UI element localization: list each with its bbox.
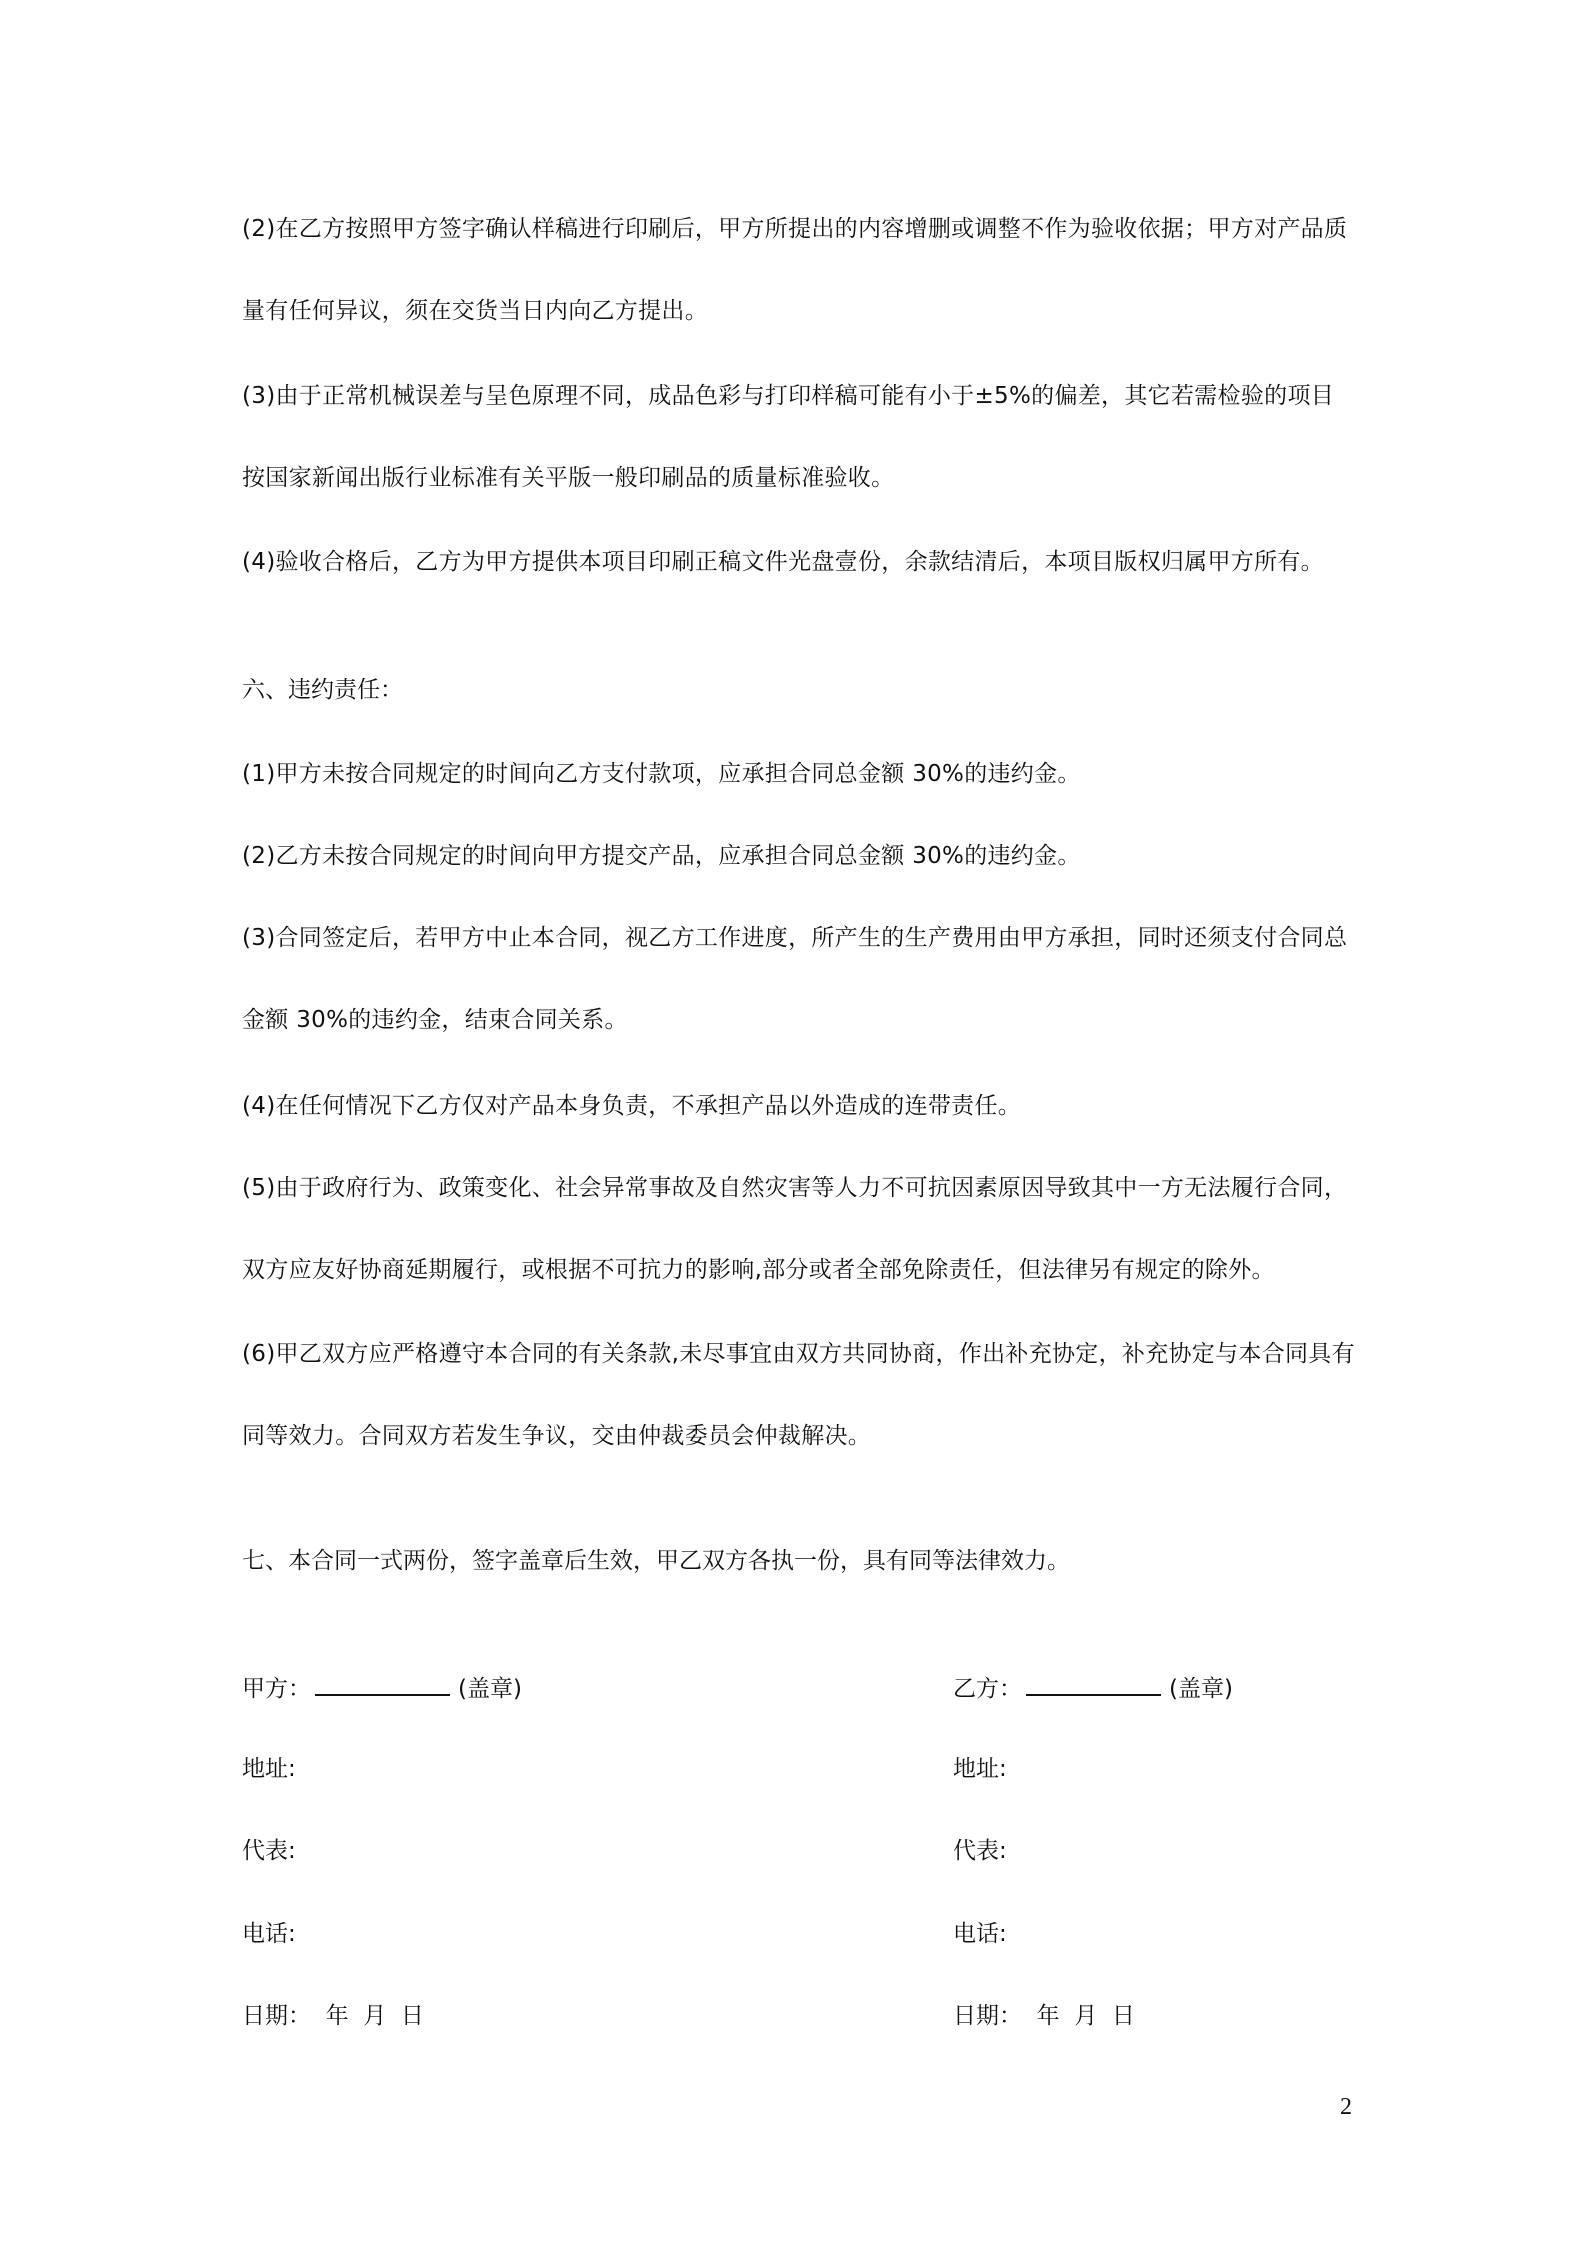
party-a-phone: 电话: — [242, 1921, 296, 1947]
party-a-seal: (盖章) — [458, 1676, 522, 1702]
party-b-date: 日期： 年 月 日 — [953, 2003, 1135, 2029]
clause-6-1: (1)甲方未按合同规定的时间向乙方支付款项，应承担合同总金额 30%的违约金。 — [242, 761, 1081, 787]
party-a-address: 地址: — [242, 1756, 296, 1782]
section-7-text: 七、本合同一式两份，签字盖章后生效，甲乙双方各执一份，具有同等法律效力。 — [242, 1548, 1070, 1574]
party-b-seal: (盖章) — [1169, 1676, 1233, 1702]
clause-6-6: (6)甲乙双方应严格遵守本合同的有关条款,未尽事宜由双方共同协商，作出补充协定，补充协定与本合同具有同等效力。合同双方若发生争议，交由仲裁委员会仲裁解决。 — [242, 1341, 1355, 1449]
party-b-line — [953, 1670, 1233, 1705]
party-b-representative: 代表: — [953, 1838, 1007, 1864]
clause-6-2: (2)乙方未按合同规定的时间向甲方提交产品，应承担合同总金额 30%的违约金。 — [242, 843, 1081, 869]
clause-6-3: (3)合同签定后，若甲方中止本合同，视乙方工作进度，所产生的生产费用由甲方承担，同时还须支付合同总金额 30%的违约金，结束合同关系。 — [242, 925, 1348, 1033]
section-6-heading: 六、违约责任： — [242, 677, 403, 703]
clause-5-2: (2)在乙方按照甲方签字确认样稿进行印刷后，甲方所提出的内容增删或调整不作为验收依据；甲方对产品质量有任何异议，须在交货当日内向乙方提出。 — [242, 216, 1348, 324]
clause-6-4: (4)在任何情况下乙方仅对产品本身负责，不承担产品以外造成的连带责任。 — [242, 1093, 1022, 1119]
clause-6-5: (5)由于政府行为、政策变化、社会异常事故及自然灾害等人力不可抗因素原因导致其中一方无法履行合同，双方应友好协商延期履行，或根据不可抗力的影响,部分或者全部免除责任，但法律另有规定的除外。 — [242, 1175, 1348, 1283]
party-b-phone: 电话: — [953, 1921, 1007, 1947]
party-b-name-blank — [1026, 1670, 1161, 1696]
page-number: 2 — [1340, 2094, 1352, 2120]
party-a-label: 甲方： — [242, 1676, 311, 1702]
party-a-line — [242, 1670, 522, 1705]
clause-5-3: (3)由于正常机械误差与呈色原理不同，成品色彩与打印样稿可能有小于±5%的偏差，其它若需检验的项目按国家新闻出版行业标准有关平版一般印刷品的质量标准验收。 — [242, 383, 1335, 491]
party-b-label: 乙方： — [953, 1676, 1022, 1702]
party-a-representative: 代表: — [242, 1838, 296, 1864]
party-a-date: 日期： 年 月 日 — [242, 2003, 424, 2029]
party-a-name-blank — [315, 1670, 450, 1696]
clause-5-4: (4)验收合格后，乙方为甲方提供本项目印刷正稿文件光盘壹份，余款结清后，本项目版权归属甲方所有。 — [242, 549, 1324, 575]
party-b-address: 地址: — [953, 1756, 1007, 1782]
